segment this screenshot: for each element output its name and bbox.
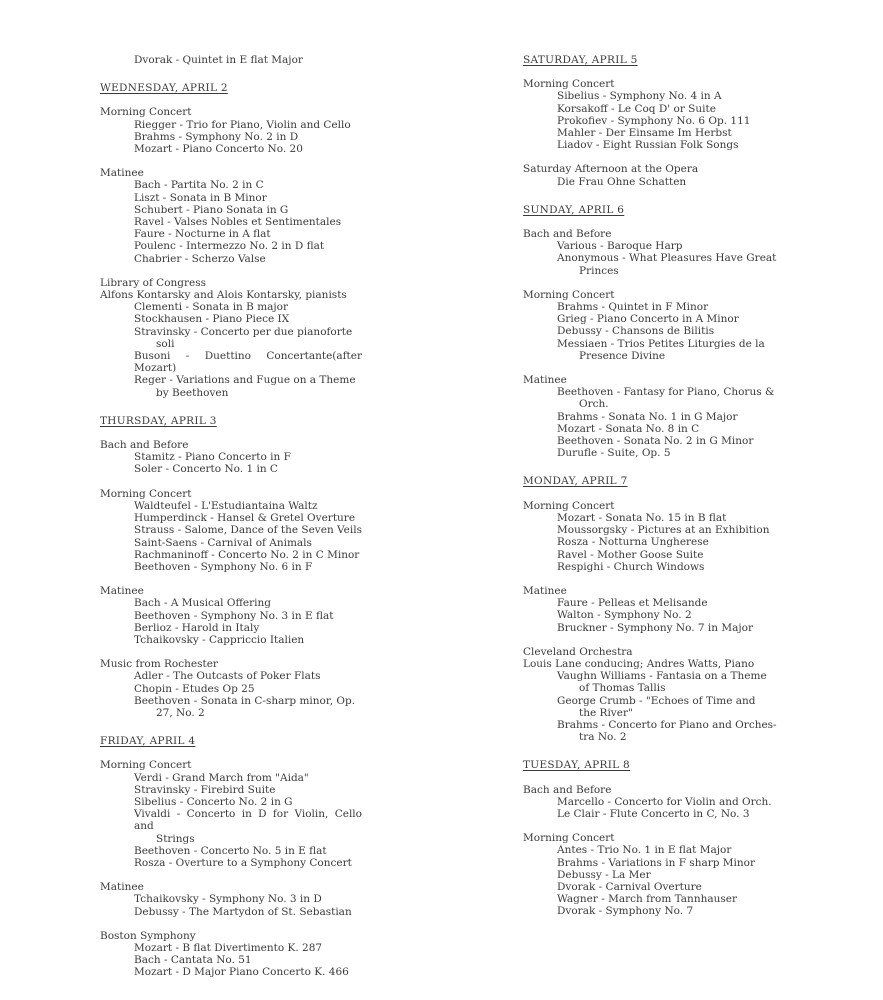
program-item bbox=[100, 240, 362, 252]
program-item-text: Debussy - Chansons de Bilitis bbox=[557, 325, 715, 338]
program-item-text: Rosza - Notturna Ungherese bbox=[557, 536, 709, 549]
program-item bbox=[523, 176, 785, 188]
program-item bbox=[100, 942, 362, 954]
program-item bbox=[100, 954, 362, 966]
program-item bbox=[523, 301, 785, 313]
program-item-text: Various - Baroque Harp bbox=[557, 240, 683, 253]
program-item-text: Le Clair - Flute Concerto in C, No. 3 bbox=[557, 807, 750, 820]
program-item bbox=[100, 784, 362, 796]
program-item-continuation: Strings bbox=[156, 832, 195, 845]
program-item-text: Chabrier - Scherzo Valse bbox=[134, 252, 266, 265]
program-item-text: Adler - The Outcasts of Poker Flats bbox=[134, 670, 321, 683]
program-item-text: Durufle - Suite, Op. 5 bbox=[557, 447, 671, 460]
program-item bbox=[100, 857, 362, 869]
concert-heading: Saturday Afternoon at the Opera bbox=[523, 163, 699, 176]
program-item bbox=[100, 524, 362, 536]
program-item-text: Humperdinck - Hansel & Gretel Overture bbox=[134, 512, 356, 525]
concert-group bbox=[523, 784, 785, 821]
program-item-text: Debussy - The Martydon of St. Sebastian bbox=[134, 905, 352, 918]
program-item bbox=[100, 906, 362, 918]
program-item-text: Stravinsky - Concerto per due pianoforte bbox=[134, 325, 353, 338]
program-item bbox=[100, 512, 362, 524]
program-item bbox=[523, 549, 785, 561]
program-item-text: Tchaikovsky - Symphony No. 3 in D bbox=[134, 893, 322, 906]
program-item bbox=[523, 719, 785, 731]
concert-group bbox=[523, 500, 785, 573]
program-item bbox=[523, 435, 785, 447]
program-item-text: Riegger - Trio for Piano, Violin and Cello bbox=[134, 118, 351, 131]
program-item bbox=[523, 695, 785, 707]
program-item-text: Debussy - La Mer bbox=[557, 868, 651, 881]
program-item-text: Mozart - Sonata No. 15 in B flat bbox=[557, 511, 727, 524]
program-item bbox=[523, 670, 785, 682]
program-item-text: Mozart - Piano Concerto No. 20 bbox=[134, 143, 303, 156]
concert-heading: Matinee bbox=[100, 167, 144, 180]
program-item bbox=[100, 695, 362, 707]
program-item bbox=[100, 537, 362, 549]
day-heading: MONDAY, APRIL 7 bbox=[523, 475, 628, 488]
program-item bbox=[100, 253, 362, 265]
program-item-text: Wagner - March from Tannhauser bbox=[557, 893, 737, 906]
program-item bbox=[523, 796, 785, 808]
concert-heading: Matinee bbox=[523, 584, 567, 597]
program-item-text: Faure - Pelleas et Melisande bbox=[557, 597, 708, 610]
program-item-text: Stamitz - Piano Concerto in F bbox=[134, 451, 291, 464]
program-item-continuation: the River" bbox=[579, 706, 633, 719]
program-item bbox=[523, 707, 785, 719]
program-item-text: Brahms - Variations in F sharp Minor bbox=[557, 856, 756, 869]
day-heading: WEDNESDAY, APRIL 2 bbox=[100, 82, 228, 95]
program-item bbox=[100, 216, 362, 228]
concert-heading: Matinee bbox=[100, 881, 144, 894]
program-item-continuation: 27, No. 2 bbox=[156, 706, 205, 719]
concert-heading: Morning Concert bbox=[523, 288, 615, 301]
concert-heading: Morning Concert bbox=[523, 78, 615, 91]
program-item-text: Dvorak - Symphony No. 7 bbox=[557, 905, 694, 918]
program-item bbox=[523, 682, 785, 694]
program-item bbox=[523, 536, 785, 548]
program-item bbox=[100, 561, 362, 573]
concert-group bbox=[100, 881, 362, 918]
day-heading: FRIDAY, APRIL 4 bbox=[100, 735, 196, 748]
program-item-text: Brahms - Quintet in F Minor bbox=[557, 301, 709, 314]
program-item-text: Beethoven - Sonata in C-sharp minor, Op. bbox=[134, 694, 356, 707]
concert-group bbox=[100, 439, 362, 476]
program-item-text: Beethoven - Fantasy for Piano, Chorus & bbox=[557, 386, 775, 399]
program-item-text: Chopin - Etudes Op 25 bbox=[134, 682, 255, 695]
program-item bbox=[523, 325, 785, 337]
program-item bbox=[523, 240, 785, 252]
concert-heading: Bach and Before bbox=[100, 439, 189, 452]
program-item-text: Mozart - Sonata No. 8 in C bbox=[557, 422, 700, 435]
program-item-text: Saint-Saens - Carnival of Animals bbox=[134, 536, 312, 549]
program-item-text: Busoni - Duettino Concertante(after Mozart) bbox=[134, 350, 362, 375]
program-item-text: Anonymous - What Pleasures Have Great bbox=[557, 252, 777, 265]
program-item bbox=[100, 622, 362, 634]
program-item bbox=[100, 549, 362, 561]
program-item bbox=[523, 905, 785, 917]
program-item-text: Beethoven - Symphony No. 3 in E flat bbox=[134, 609, 334, 622]
program-item bbox=[100, 131, 362, 143]
program-item bbox=[523, 139, 785, 151]
program-item bbox=[100, 192, 362, 204]
program-item bbox=[100, 683, 362, 695]
program-item-text: Mozart - B flat Divertimento K. 287 bbox=[134, 941, 323, 954]
program-item-text: Liadov - Eight Russian Folk Songs bbox=[557, 139, 739, 152]
program-item-text: Stockhausen - Piano Piece IX bbox=[134, 313, 290, 326]
program-item bbox=[523, 597, 785, 609]
program-item-text: Beethoven - Concerto No. 5 in E flat bbox=[134, 844, 327, 857]
program-item-text: Rachmaninoff - Concerto No. 2 in C Minor bbox=[134, 548, 360, 561]
program-item-text: Stravinsky - Firebird Suite bbox=[134, 783, 276, 796]
program-item bbox=[523, 386, 785, 398]
concert-group bbox=[523, 585, 785, 634]
program-item-text: Ravel - Valses Nobles et Sentimentales bbox=[134, 216, 342, 229]
concert-heading: Morning Concert bbox=[100, 106, 192, 119]
program-item-continuation: Presence Divine bbox=[579, 349, 666, 362]
program-item-text: Beethoven - Symphony No. 6 in F bbox=[134, 560, 313, 573]
concert-group bbox=[100, 658, 362, 719]
program-item bbox=[523, 90, 785, 102]
program-item bbox=[100, 301, 362, 313]
program-item bbox=[100, 463, 362, 475]
concert-heading: Music from Rochester bbox=[100, 658, 218, 671]
program-item bbox=[523, 447, 785, 459]
program-item-text: Poulenc - Intermezzo No. 2 in D flat bbox=[134, 240, 325, 253]
concert-group bbox=[523, 163, 785, 187]
program-item-text: Moussorgsky - Pictures at an Exhibition bbox=[557, 524, 770, 537]
program-item-continuation: soli bbox=[156, 337, 175, 350]
day-heading: SATURDAY, APRIL 5 bbox=[523, 54, 638, 66]
program-item-text: Soler - Concerto No. 1 in C bbox=[134, 463, 278, 476]
program-item-continuation: by Beethoven bbox=[156, 386, 229, 399]
program-item bbox=[100, 670, 362, 682]
program-item: Dvorak - Quintet in E flat Major bbox=[134, 54, 303, 66]
program-item-text: Mozart - D Major Piano Concerto K. 466 bbox=[134, 966, 349, 979]
program-item-text: Clementi - Sonata in B major bbox=[134, 301, 289, 314]
concert-group bbox=[100, 585, 362, 646]
concert-group bbox=[523, 228, 785, 277]
program-item-text: Bach - Partita No. 2 in C bbox=[134, 179, 264, 192]
program-item-text: Brahms - Concerto for Piano and Orches- bbox=[557, 718, 777, 731]
program-item-text: George Crumb - "Echoes of Time and bbox=[557, 694, 756, 707]
program-item-text: Schubert - Piano Sonata in G bbox=[134, 203, 289, 216]
program-item-text: Bach - Cantata No. 51 bbox=[134, 954, 252, 967]
program-item bbox=[100, 772, 362, 784]
day-heading: TUESDAY, APRIL 8 bbox=[523, 759, 631, 772]
program-item bbox=[523, 622, 785, 634]
program-item-text: Vaughn Williams - Fantasia on a Theme bbox=[557, 670, 767, 683]
concert-heading: Bach and Before bbox=[523, 228, 612, 241]
program-item-continuation: Princes bbox=[579, 264, 619, 277]
program-item-text: Bruckner - Symphony No. 7 in Major bbox=[557, 621, 753, 634]
program-item-text: Beethoven - Sonata No. 2 in G Minor bbox=[557, 435, 754, 448]
program-item-text: Messiaen - Trios Petites Liturgies de la bbox=[557, 337, 765, 350]
program-item bbox=[100, 374, 362, 386]
program-item bbox=[523, 524, 785, 536]
program-item bbox=[523, 512, 785, 524]
concert-group bbox=[100, 277, 362, 399]
concert-heading: Morning Concert bbox=[100, 759, 192, 772]
program-item-text: Antes - Trio No. 1 in E flat Major bbox=[557, 844, 732, 857]
program-item bbox=[100, 204, 362, 216]
concert-heading: Morning Concert bbox=[523, 499, 615, 512]
concert-group bbox=[523, 374, 785, 459]
concert-heading: Boston Symphony bbox=[100, 929, 196, 942]
program-item bbox=[523, 561, 785, 573]
program-item-text: Verdi - Grand March from "Aida" bbox=[134, 771, 309, 784]
program-item-text: Dvorak - Carnival Overture bbox=[557, 880, 702, 893]
day-heading: SUNDAY, APRIL 6 bbox=[523, 203, 625, 216]
program-item bbox=[523, 115, 785, 127]
concert-heading: Library of Congress bbox=[100, 276, 207, 289]
program-item bbox=[100, 338, 362, 350]
program-item bbox=[523, 103, 785, 115]
program-item-text: Brahms - Sonata No. 1 in G Major bbox=[557, 410, 738, 423]
concert-group bbox=[100, 930, 362, 979]
program-item-text: Faure - Nocturne in A flat bbox=[134, 228, 271, 241]
program-item-text: Respighi - Church Windows bbox=[557, 560, 705, 573]
program-item bbox=[100, 845, 362, 857]
concert-group bbox=[100, 759, 362, 869]
program-item bbox=[523, 731, 785, 743]
program-item bbox=[100, 707, 362, 719]
concert-heading: Matinee bbox=[523, 374, 567, 387]
program-item bbox=[523, 881, 785, 893]
program-item-text: Sibelius - Concerto No. 2 in G bbox=[134, 795, 293, 808]
program-item bbox=[523, 869, 785, 881]
program-item bbox=[100, 228, 362, 240]
concert-group bbox=[523, 646, 785, 744]
program-item-text: Rosza - Overture to a Symphony Concert bbox=[134, 856, 352, 869]
program-item bbox=[523, 609, 785, 621]
program-item bbox=[100, 119, 362, 131]
program-item bbox=[523, 844, 785, 856]
program-item-text: Sibelius - Symphony No. 4 in A bbox=[557, 90, 722, 103]
program-item-continuation: of Thomas Tallis bbox=[579, 682, 666, 695]
program-item bbox=[100, 313, 362, 325]
concert-group bbox=[100, 167, 362, 265]
program-item bbox=[523, 127, 785, 139]
program-item-text: Liszt - Sonata in B Minor bbox=[134, 191, 267, 204]
concert-heading: Bach and Before bbox=[523, 783, 612, 796]
program-item bbox=[100, 893, 362, 905]
program-item bbox=[100, 143, 362, 155]
program-item bbox=[100, 597, 362, 609]
concert-heading: Morning Concert bbox=[523, 832, 615, 845]
left-column bbox=[100, 54, 362, 991]
program-item bbox=[523, 265, 785, 277]
program-item-text: Walton - Symphony No. 2 bbox=[557, 609, 692, 622]
program-item bbox=[100, 500, 362, 512]
program-item bbox=[523, 808, 785, 820]
program-item-text: Bach - A Musical Offering bbox=[134, 597, 272, 610]
program-item-text: Berlioz - Harold in Italy bbox=[134, 621, 260, 634]
concert-group bbox=[100, 488, 362, 573]
program-item bbox=[100, 350, 362, 374]
program-item-text: Ravel - Mother Goose Suite bbox=[557, 548, 704, 561]
program-item-text: Korsakoff - Le Coq D' or Suite bbox=[557, 102, 716, 115]
program-item bbox=[100, 796, 362, 808]
program-item-text: Strauss - Salome, Dance of the Seven Veils bbox=[134, 524, 362, 537]
program-item bbox=[523, 423, 785, 435]
program-item bbox=[100, 451, 362, 463]
program-item bbox=[100, 387, 362, 399]
program-item bbox=[523, 338, 785, 350]
program-item-text: Vivaldi - Concerto in D for Violin, Cello and bbox=[134, 808, 362, 833]
program-item bbox=[100, 634, 362, 646]
program-item-text: Grieg - Piano Concerto in A Minor bbox=[557, 313, 739, 326]
program-item-text: Tchaikovsky - Cappriccio Italien bbox=[134, 633, 305, 646]
concert-heading: Morning Concert bbox=[100, 487, 192, 500]
program-item bbox=[523, 252, 785, 264]
program-item-text: Prokofiev - Symphony No. 6 Op. 111 bbox=[557, 114, 751, 127]
concert-subheading: Louis Lane conducing; Andres Watts, Piano bbox=[523, 657, 755, 670]
program-item-continuation: Orch. bbox=[579, 398, 609, 411]
concert-heading: Matinee bbox=[100, 585, 144, 598]
program-item-text: Mahler - Der Einsame Im Herbst bbox=[557, 127, 732, 140]
program-item bbox=[523, 893, 785, 905]
program-item-continuation: tra No. 2 bbox=[579, 731, 627, 744]
concert-group bbox=[523, 78, 785, 151]
program-item bbox=[100, 833, 362, 845]
program-item-text: Reger - Variations and Fugue on a Theme bbox=[134, 374, 356, 387]
program-item bbox=[523, 411, 785, 423]
concert-group bbox=[523, 832, 785, 917]
right-column bbox=[523, 54, 785, 930]
program-item bbox=[100, 808, 362, 832]
program-item bbox=[100, 610, 362, 622]
program-item bbox=[100, 326, 362, 338]
day-heading: THURSDAY, APRIL 3 bbox=[100, 414, 217, 427]
program-item bbox=[523, 398, 785, 410]
program-item bbox=[523, 350, 785, 362]
program-item-text: Waldteufel - L'Estudiantaina Waltz bbox=[134, 499, 318, 512]
program-item bbox=[100, 179, 362, 191]
concert-heading: Cleveland Orchestra bbox=[523, 645, 633, 658]
program-item-text: Marcello - Concerto for Violin and Orch. bbox=[557, 795, 772, 808]
program-item-text: Brahms - Symphony No. 2 in D bbox=[134, 130, 299, 143]
concert-group bbox=[100, 106, 362, 155]
program-item-text: Die Frau Ohne Schatten bbox=[557, 175, 687, 188]
program-item bbox=[523, 857, 785, 869]
concert-subheading: Alfons Kontarsky and Alois Kontarsky, pianists bbox=[100, 289, 347, 302]
concert-group bbox=[523, 289, 785, 362]
program-item bbox=[523, 313, 785, 325]
program-item bbox=[100, 966, 362, 978]
